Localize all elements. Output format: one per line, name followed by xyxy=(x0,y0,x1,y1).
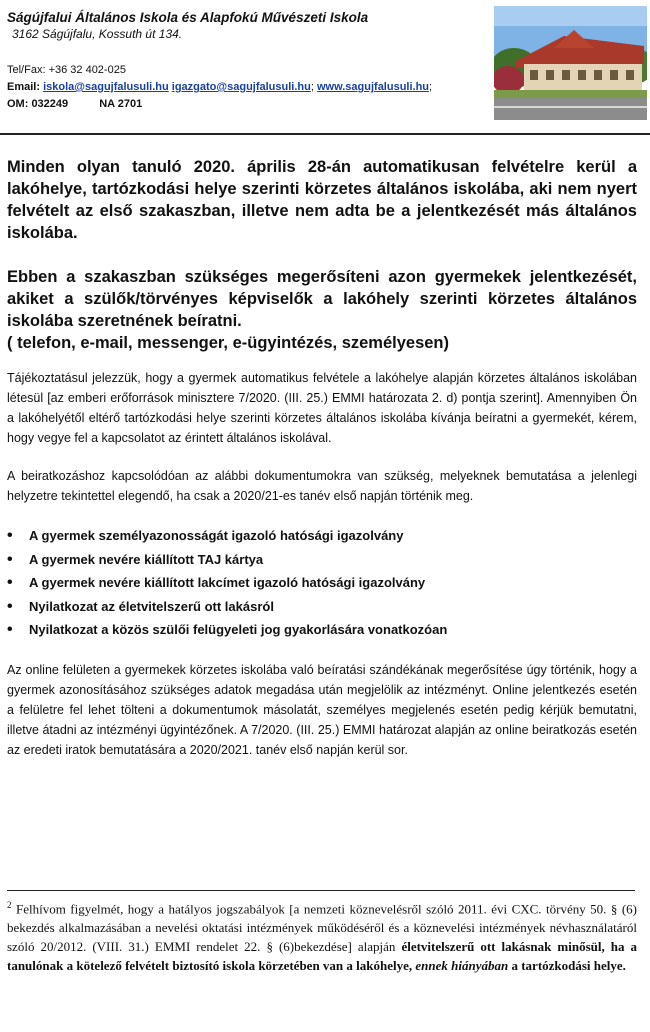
email-link-iskola[interactable]: iskola@sagujfalusuli.hu xyxy=(43,81,169,93)
paragraph-information: Tájékoztatásul jelezzük, hogy a gyermek automatikus felvétele a lakóhelye alapján körzetes általános iskolában létesül [az emberi erőforrások minisztere 7/2020. (III. 25.) EMMI határozata 2. d) pontja szerint]. Amennyiben Ön a lakóhelyétől eltérő tartózkodási helye szerinti körzetes általános iskolába kívánja beíratni a gyermekét, kérem, hogy vegye fel a kapcsolatot az érintett általános iskolával. xyxy=(7,371,637,445)
footnote-text: Felhívom figyelmét, hogy a hatályos jogszabályok [a nemzeti köznevelésről szóló 2011. évi CXC. törvény 50. § (6) bekezdés alkalmazásában a nevelési oktatási intézmények működéséről és a köznevelési intézmények névhasználatáról szóló 20/2012. (VIII. 31.) EMMI rendelet 22. § (6)bekezdése] alapján xyxy=(7,901,638,955)
paragraph-documents-intro: A beiratkozáshoz kapcsolódóan az alábbi dokumentumokra van szükség, melyeknek bemutatása a jelenlegi helyzetre tekintettel elegendő, ha csak a 2020/21-es tanév első napján történik meg. xyxy=(7,469,637,503)
om-line xyxy=(7,96,477,113)
school-building-illustration xyxy=(494,6,647,120)
website-link[interactable]: www.sagujfalusuli.hu xyxy=(316,81,430,93)
list-item: • A gyermek nevére kiállított TAJ kártya xyxy=(7,548,637,572)
footnote xyxy=(7,896,637,975)
footnote-bold-italic: ennek hiányában xyxy=(415,958,509,974)
list-item: • Nyilatkozat a közös szülői felügyeleti jog gyakorlására vonatkozóan xyxy=(7,618,637,642)
list-item: • A gyermek nevére kiállított lakcímet igazoló hatósági igazolvány xyxy=(7,571,637,595)
email-link-igazgato[interactable]: igazgato@sagujfalusuli.hu xyxy=(171,81,311,93)
paragraph-online: Az online felületen a gyermekek körzetes iskolába való beíratási szándékának megerősítése úgy történik, hogy a gyermek azonosításához szükséges adatok megadása után megjelölik az intézményt. Online jelentkezés esetén a felületre fel lehet tölteni a dokumentumok másolatát, személyes megjelenés esetén pedig kérjük bemutatni, illetve átadni az intézményi ügyintézőnek. A 7/2020. (III. 25.) EMMI határozat alapján az online beiratkozás esetén az eredeti iratok bemutatására a 2020/2021. tanév első napján kerül sor. xyxy=(7,662,637,757)
footnote-divider xyxy=(7,890,635,891)
school-name: Ságújfalui Általános Iskola és Alapfokú Művészeti Iskola xyxy=(7,10,369,25)
header-divider xyxy=(0,133,650,135)
document-list xyxy=(7,524,637,642)
contact-methods: ( telefon, e-mail, messenger, e-ügyintézés, személyesen) xyxy=(7,334,450,352)
confirmation-text: Ebben a szakaszban szükséges megerősíteni azon gyermekek jelentkezését, akiket a szülők/törvényes képviselők a lakóhely szerinti körzetes általános iskolába szeretnének beíratni. xyxy=(7,268,637,330)
list-item: • Nyilatkozat az életvitelszerű ott lakásról xyxy=(7,595,637,619)
footnote-bold-definition: életvitelszerű ott lakásnak minősül, ha a tanulónak a kötelező felvételt biztosító iskola körzetében van a lakóhelye, xyxy=(7,939,637,974)
paragraph-confirmation xyxy=(7,266,637,354)
na-number: NA 2701 xyxy=(99,98,143,110)
school-building-photo xyxy=(494,6,647,120)
main-content xyxy=(7,156,637,778)
list-item: • A gyermek személyazonosságát igazoló hatósági igazolvány xyxy=(7,524,637,548)
footnote-bold-end: a tartózkodási helye. xyxy=(511,958,626,974)
school-address: 3162 Ságújfalu, Kossuth út 134. xyxy=(12,27,183,41)
telfax: Tel/Fax: +36 32 402-025 xyxy=(7,64,126,76)
footnote-number: 2 xyxy=(7,900,12,910)
email-label: Email: xyxy=(7,81,41,93)
contact-block xyxy=(7,62,477,113)
paragraph-automatic-admission: Minden olyan tanuló 2020. április 28-án automatikusan felvételre kerül a lakóhelye, tartózkodási helye szerinti körzetes általános iskolába, aki nem nyert felvételt az első szakaszban, illetve nem adta be a jelentkezését más általános iskolába. xyxy=(7,158,637,242)
email-line: Email: iskola@sagujfalusuli.hu igazgato@sagujfalusuli.hu; www.sagujfalusuli.hu; xyxy=(7,81,433,93)
letterhead xyxy=(7,10,477,113)
om-number: OM: 032249 xyxy=(7,98,69,110)
